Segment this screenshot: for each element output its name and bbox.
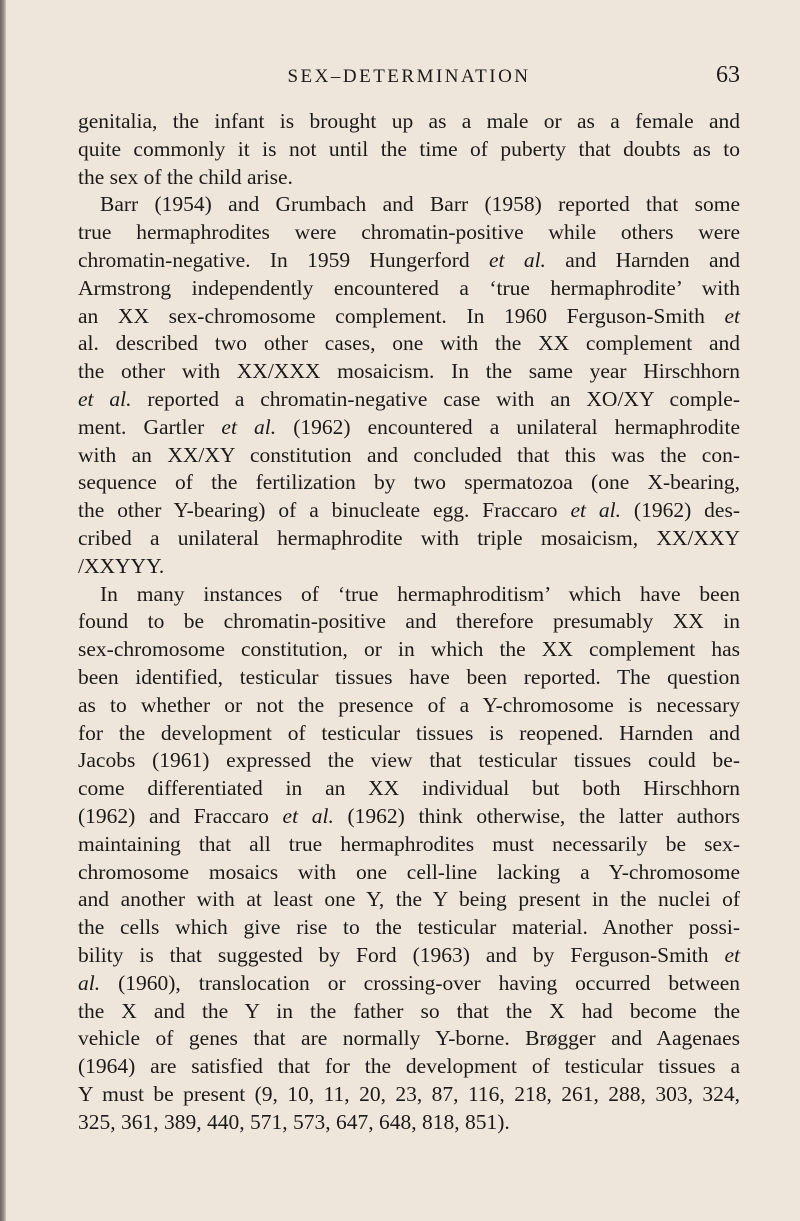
text-run: the X and the Y in the father so that the X had become the — [78, 998, 740, 1023]
text-run: (1960), translocation or crossing-over having occurred between — [100, 970, 740, 995]
text-line — [78, 886, 740, 914]
text-line — [78, 275, 740, 303]
text-run: maintaining that all true hermaphrodites must necessarily be sex- — [78, 831, 740, 856]
text-run: as to whether or not the presence of a Y-chromosome is necessary — [78, 692, 740, 717]
text-line — [78, 191, 740, 219]
text-line — [78, 469, 740, 497]
text-run: (1962) des- — [621, 498, 741, 523]
text-line — [78, 1053, 740, 1081]
italic-text: al. — [78, 970, 101, 995]
text-run: cribed a unilateral hermaphrodite with triple mosaicism, XX/XXY — [78, 525, 740, 550]
text-run: (1962) think otherwise, the latter authors — [333, 803, 740, 828]
paragraph — [78, 581, 740, 1137]
text-run: Jacobs (1961) expressed the view that testicular tissues could be- — [78, 748, 740, 773]
text-run: quite commonly it is not until the time of puberty that doubts as to — [78, 136, 740, 161]
text-run: al. described two other cases, one with the XX complement and — [78, 331, 740, 356]
text-run: bility is that suggested by Ford (1963) and by Ferguson-Smith — [78, 942, 725, 967]
text-run: true hermaphrodites were chromatin-positive while others were — [78, 220, 740, 245]
text-line — [78, 414, 740, 442]
text-run: genitalia, the infant is brought up as a male or as a female and — [78, 109, 740, 133]
text-line — [78, 1081, 740, 1109]
text-run: and Harnden and — [545, 247, 740, 272]
text-line — [78, 330, 740, 358]
text-line — [78, 747, 740, 775]
text-line — [78, 553, 740, 581]
text-line — [78, 831, 740, 859]
text-run: (1962) encountered a unilateral hermaphrodite — [276, 414, 741, 439]
italic-text: et al. — [78, 386, 132, 411]
text-run: for the development of testicular tissues is reopened. Harnden and — [78, 720, 740, 745]
text-run: sex-chromosome constitution, or in which the XX complement has — [78, 637, 740, 662]
text-line — [78, 998, 740, 1026]
text-run: the cells which give rise to the testicular material. Another possi- — [78, 915, 740, 940]
text-line — [78, 636, 740, 664]
text-run: sequence of the fertilization by two spermatozoa (one X-bearing, — [78, 470, 740, 495]
text-line — [78, 970, 740, 998]
text-run: and another with at least one Y, the Y being present in the nuclei of — [78, 887, 740, 912]
italic-text: et — [724, 303, 740, 328]
text-run: with an XX/XY constitution and concluded that this was the con- — [78, 442, 740, 467]
text-line — [78, 664, 740, 692]
text-run: 325, 361, 389, 440, 571, 573, 647, 648, 818, 851). — [78, 1109, 510, 1134]
text-run: the sex of the child arise. — [78, 164, 293, 189]
text-line — [78, 247, 740, 275]
page-binding-edge — [0, 0, 6, 1221]
text-run: chromatin-negative. In 1959 Hungerford — [78, 247, 489, 272]
text-run: chromosome mosaics with one cell-line lacking a Y-chromosome — [78, 859, 740, 884]
text-line — [78, 219, 740, 247]
text-line — [78, 164, 740, 192]
text-run: an XX sex-chromosome complement. In 1960 Ferguson-Smith — [78, 303, 725, 328]
text-line — [78, 608, 740, 636]
page-header — [78, 62, 740, 96]
italic-text: et — [724, 942, 740, 967]
text-line — [78, 803, 740, 831]
text-line — [78, 525, 740, 553]
text-run: Armstrong independently encountered a ‘true hermaphrodite’ with — [78, 275, 740, 300]
text-line — [78, 775, 740, 803]
paragraph — [78, 108, 740, 191]
text-run: reported a chromatin-negative case with an XO/XY comple- — [131, 386, 740, 411]
paragraph — [78, 191, 740, 580]
text-line — [78, 1109, 740, 1137]
text-line — [78, 859, 740, 887]
text-run: ment. Gartler — [78, 414, 222, 439]
text-line — [78, 108, 740, 136]
italic-text: et al. — [221, 414, 277, 439]
text-run: In many instances of ‘true hermaphroditism’ which have been — [100, 581, 740, 606]
text-run: the other Y-bearing) of a binucleate egg. Fraccaro — [78, 498, 571, 523]
text-run: been identified, testicular tissues have been reported. The question — [78, 664, 740, 689]
text-run: Y must be present (9, 10, 11, 20, 23, 87, 116, 218, 261, 288, 303, 324, — [78, 1081, 740, 1106]
text-line — [78, 942, 740, 970]
text-line — [78, 914, 740, 942]
text-line — [78, 692, 740, 720]
text-line — [78, 720, 740, 748]
text-run: come differentiated in an XX individual but both Hirschhorn — [78, 776, 740, 801]
text-line — [78, 386, 740, 414]
text-run: vehicle of genes that are normally Y-borne. Brøgger and Aagenaes — [78, 1026, 740, 1051]
text-run: the other with XX/XXX mosaicism. In the same year Hirschhorn — [78, 359, 740, 384]
text-line — [78, 497, 740, 525]
text-line — [78, 442, 740, 470]
page-number: 63 — [716, 62, 740, 88]
text-run: /XXYYY. — [78, 553, 165, 578]
italic-text: et al. — [282, 803, 334, 828]
text-line — [78, 303, 740, 331]
text-line — [78, 1025, 740, 1053]
text-line — [78, 581, 740, 609]
body-text — [78, 108, 740, 1136]
running-title: SEX–DETERMINATION — [287, 66, 531, 87]
italic-text: et al. — [489, 247, 546, 272]
text-line — [78, 358, 740, 386]
text-run: (1962) and Fraccaro — [78, 803, 283, 828]
text-run: found to be chromatin-positive and therefore presumably XX in — [78, 609, 740, 634]
text-run: (1964) are satisfied that for the development of testicular tissues a — [78, 1054, 740, 1079]
text-line — [78, 136, 740, 164]
text-run: Barr (1954) and Grumbach and Barr (1958) reported that some — [100, 192, 740, 217]
italic-text: et al. — [570, 498, 621, 523]
